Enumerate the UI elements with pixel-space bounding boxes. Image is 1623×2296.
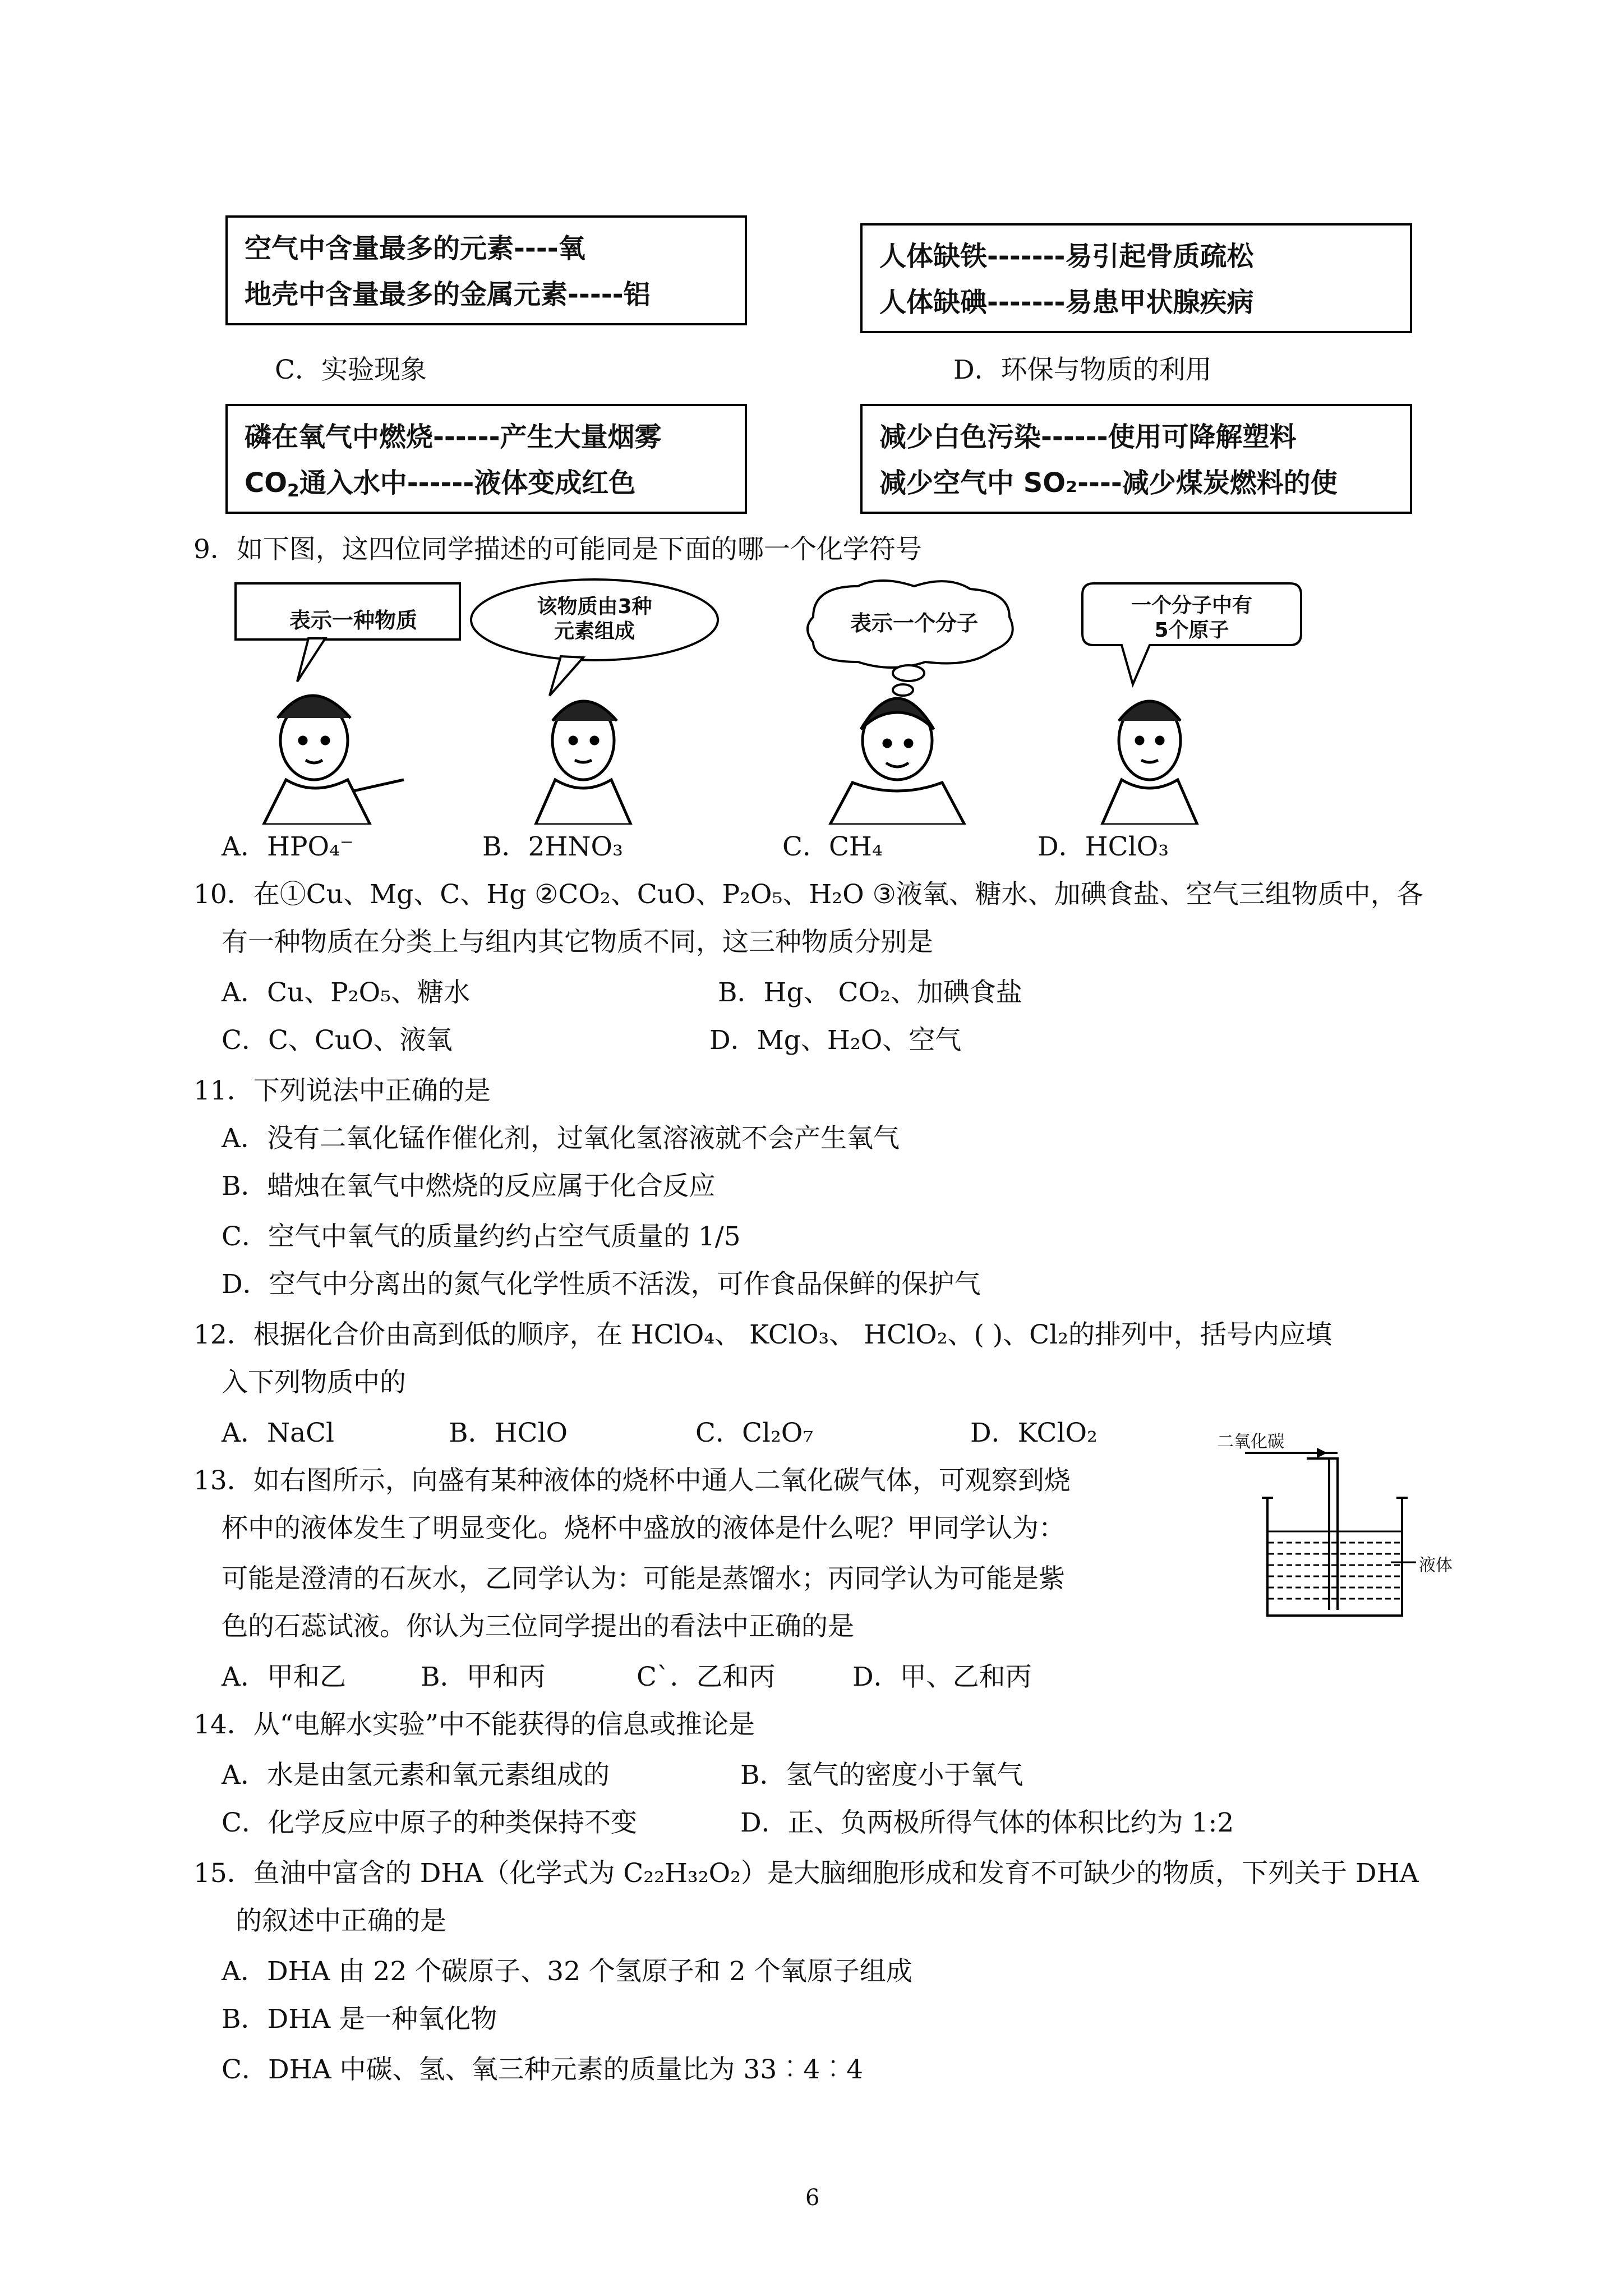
beaker-figure: [1223, 1436, 1458, 1627]
box-a-line-2: 地壳中含量最多的金属元素-----铝: [245, 279, 651, 310]
box-b-line-2: 人体缺碘-------易患甲状腺疾病: [879, 287, 1254, 318]
q13-option-d: D．甲、乙和丙: [852, 1662, 1032, 1692]
q13-line-2: 杯中的液体发生了明显变化。烧杯中盛放的液体是什么呢？甲同学认为：: [222, 1513, 1065, 1544]
q9-option-a: A．HPO₄⁻: [222, 831, 354, 862]
box-b: [860, 223, 1412, 333]
q14-stem: 14．从“电解水实验”中不能获得的信息或推论是: [193, 1709, 755, 1740]
q12-stem-1: 12．根据化合价由高到低的顺序，在 HClO₄、 KClO₃、 HClO₂、( )、Cl₂的排列中，括号内应填: [193, 1319, 1332, 1350]
q11-option-a: A．没有二氧化锰作催化剂，过氧化氢溶液就不会产生氧气: [222, 1123, 900, 1154]
bubble-shape-3: [808, 581, 1013, 696]
q13-option-b: B．甲和丙: [421, 1662, 546, 1692]
q14-option-d: D．正、负两极所得气体的体积比约为 1:2: [740, 1807, 1234, 1838]
q13-line-4: 色的石蕊试液。你认为三位同学提出的看法中正确的是: [222, 1611, 854, 1642]
q11-stem: 11．下列说法中正确的是: [193, 1075, 491, 1106]
q12-option-d: D．KClO₂: [970, 1418, 1098, 1448]
box-c-formula: CO: [245, 467, 288, 499]
box-c-line-1: 磷在氧气中燃烧------产生大量烟雾: [245, 421, 662, 453]
q14-option-c: C．化学反应中原子的种类保持不变: [222, 1807, 637, 1838]
q13-option-c: C`．乙和丙: [637, 1662, 776, 1692]
q15-stem-2: 的叙述中正确的是: [236, 1906, 446, 1936]
q13-option-a: A．甲和乙: [222, 1662, 346, 1692]
q15-option-a: A．DHA 由 22 个碳原子、32 个氢原子和 2 个氧原子组成: [222, 1956, 912, 1987]
q13-line-1: 13．如右图所示，向盛有某种液体的烧杯中通人二氧化碳气体，可观察到烧: [193, 1465, 1071, 1496]
q10-option-d: D．Mg、H₂O、空气: [709, 1025, 962, 1056]
q14-option-b: B．氢气的密度小于氧气: [740, 1760, 1023, 1791]
box-c-formula-sub: 2: [287, 480, 299, 501]
box-c-line-2-text: 通入水中------液体变成红色: [299, 467, 636, 499]
box-a: [225, 215, 747, 325]
q13-line-3: 可能是澄清的石灰水，乙同学认为：可能是蒸馏水；丙同学认为可能是紫: [222, 1563, 1065, 1594]
q10-stem-1: 10．在①Cu、Mg、C、Hg ②CO₂、CuO、P₂O₅、H₂O ③液氧、糖水、加碘食盐、空气三组物质中，各: [193, 879, 1423, 910]
q15-stem-1: 15．鱼油中富含的 DHA（化学式为 C₂₂H₃₂O₂）是大脑细胞形成和发育不可缺少的物质，下列关于 DHA: [193, 1858, 1419, 1889]
student-4: [1102, 701, 1197, 825]
box-d: [860, 404, 1412, 514]
beaker-label-liquid: 液体: [1419, 1556, 1453, 1575]
q10-stem-2: 有一种物质在分类上与组内其它物质不同，这三种物质分别是: [222, 927, 933, 958]
student-2: [536, 701, 631, 825]
bubble-text-2: 该物质由3种 元素组成: [537, 595, 652, 643]
q9-option-d: D．HClO₃: [1038, 831, 1169, 862]
bubble-text-4: 一个分子中有 5个原子: [1131, 594, 1252, 642]
q9-option-b: B．2HNO₃: [482, 831, 623, 862]
student-3: [830, 698, 965, 825]
q10-option-a: A．Cu、P₂O₅、糖水: [222, 977, 471, 1008]
q10-option-c: C．C、CuO、液氧: [222, 1025, 453, 1056]
box-c-caption: C．实验现象: [275, 355, 427, 385]
q10-option-b: B．Hg、 CO₂、加碘食盐: [718, 977, 1022, 1008]
q12-option-b: B．HClO: [449, 1418, 568, 1448]
q9-option-c: C．CH₄: [782, 831, 883, 862]
q11-option-b: B．蜡烛在氧气中燃烧的反应属于化合反应: [222, 1171, 716, 1202]
box-d-caption: D．环保与物质的利用: [953, 355, 1212, 385]
box-c-line-2: [245, 460, 728, 506]
bubble-text-3: 表示一个分子: [850, 611, 978, 636]
box-c: [225, 404, 747, 514]
q15-option-c: C．DHA 中碳、氢、氧三种元素的质量比为 33︰4︰4: [222, 2054, 864, 2085]
bubble-text-1: 表示一种物质: [289, 608, 417, 633]
q11-option-d: D．空气中分离出的氮气化学性质不活泼，可作食品保鲜的保护气: [222, 1269, 981, 1300]
q9-stem: 9．如下图，这四位同学描述的可能同是下面的哪一个化学符号: [193, 534, 922, 565]
q12-stem-2: 入下列物质中的: [222, 1367, 406, 1398]
q12-option-a: A．NaCl: [222, 1418, 335, 1448]
box-b-line-1: 人体缺铁-------易引起骨质疏松: [879, 241, 1254, 272]
box-d-line-1: 减少白色污染------使用可降解塑料: [879, 421, 1297, 453]
q15-option-b: B．DHA 是一种氧化物: [222, 2004, 497, 2035]
box-a-line-1: 空气中含量最多的元素----氧: [245, 233, 585, 264]
student-1: [264, 696, 404, 825]
q12-option-c: C．Cl₂O₇: [695, 1418, 814, 1448]
beaker-label-gas: 二氧化碳: [1217, 1432, 1284, 1452]
box-d-line-2: 减少空气中 SO₂----减少煤炭燃料的使: [879, 467, 1338, 499]
page-number: 6: [805, 2185, 820, 2211]
q14-option-a: A．水是由氢元素和氧元素组成的: [222, 1760, 610, 1791]
q11-option-c: C．空气中氧气的质量约约占空气质量的 1/5: [222, 1221, 741, 1252]
